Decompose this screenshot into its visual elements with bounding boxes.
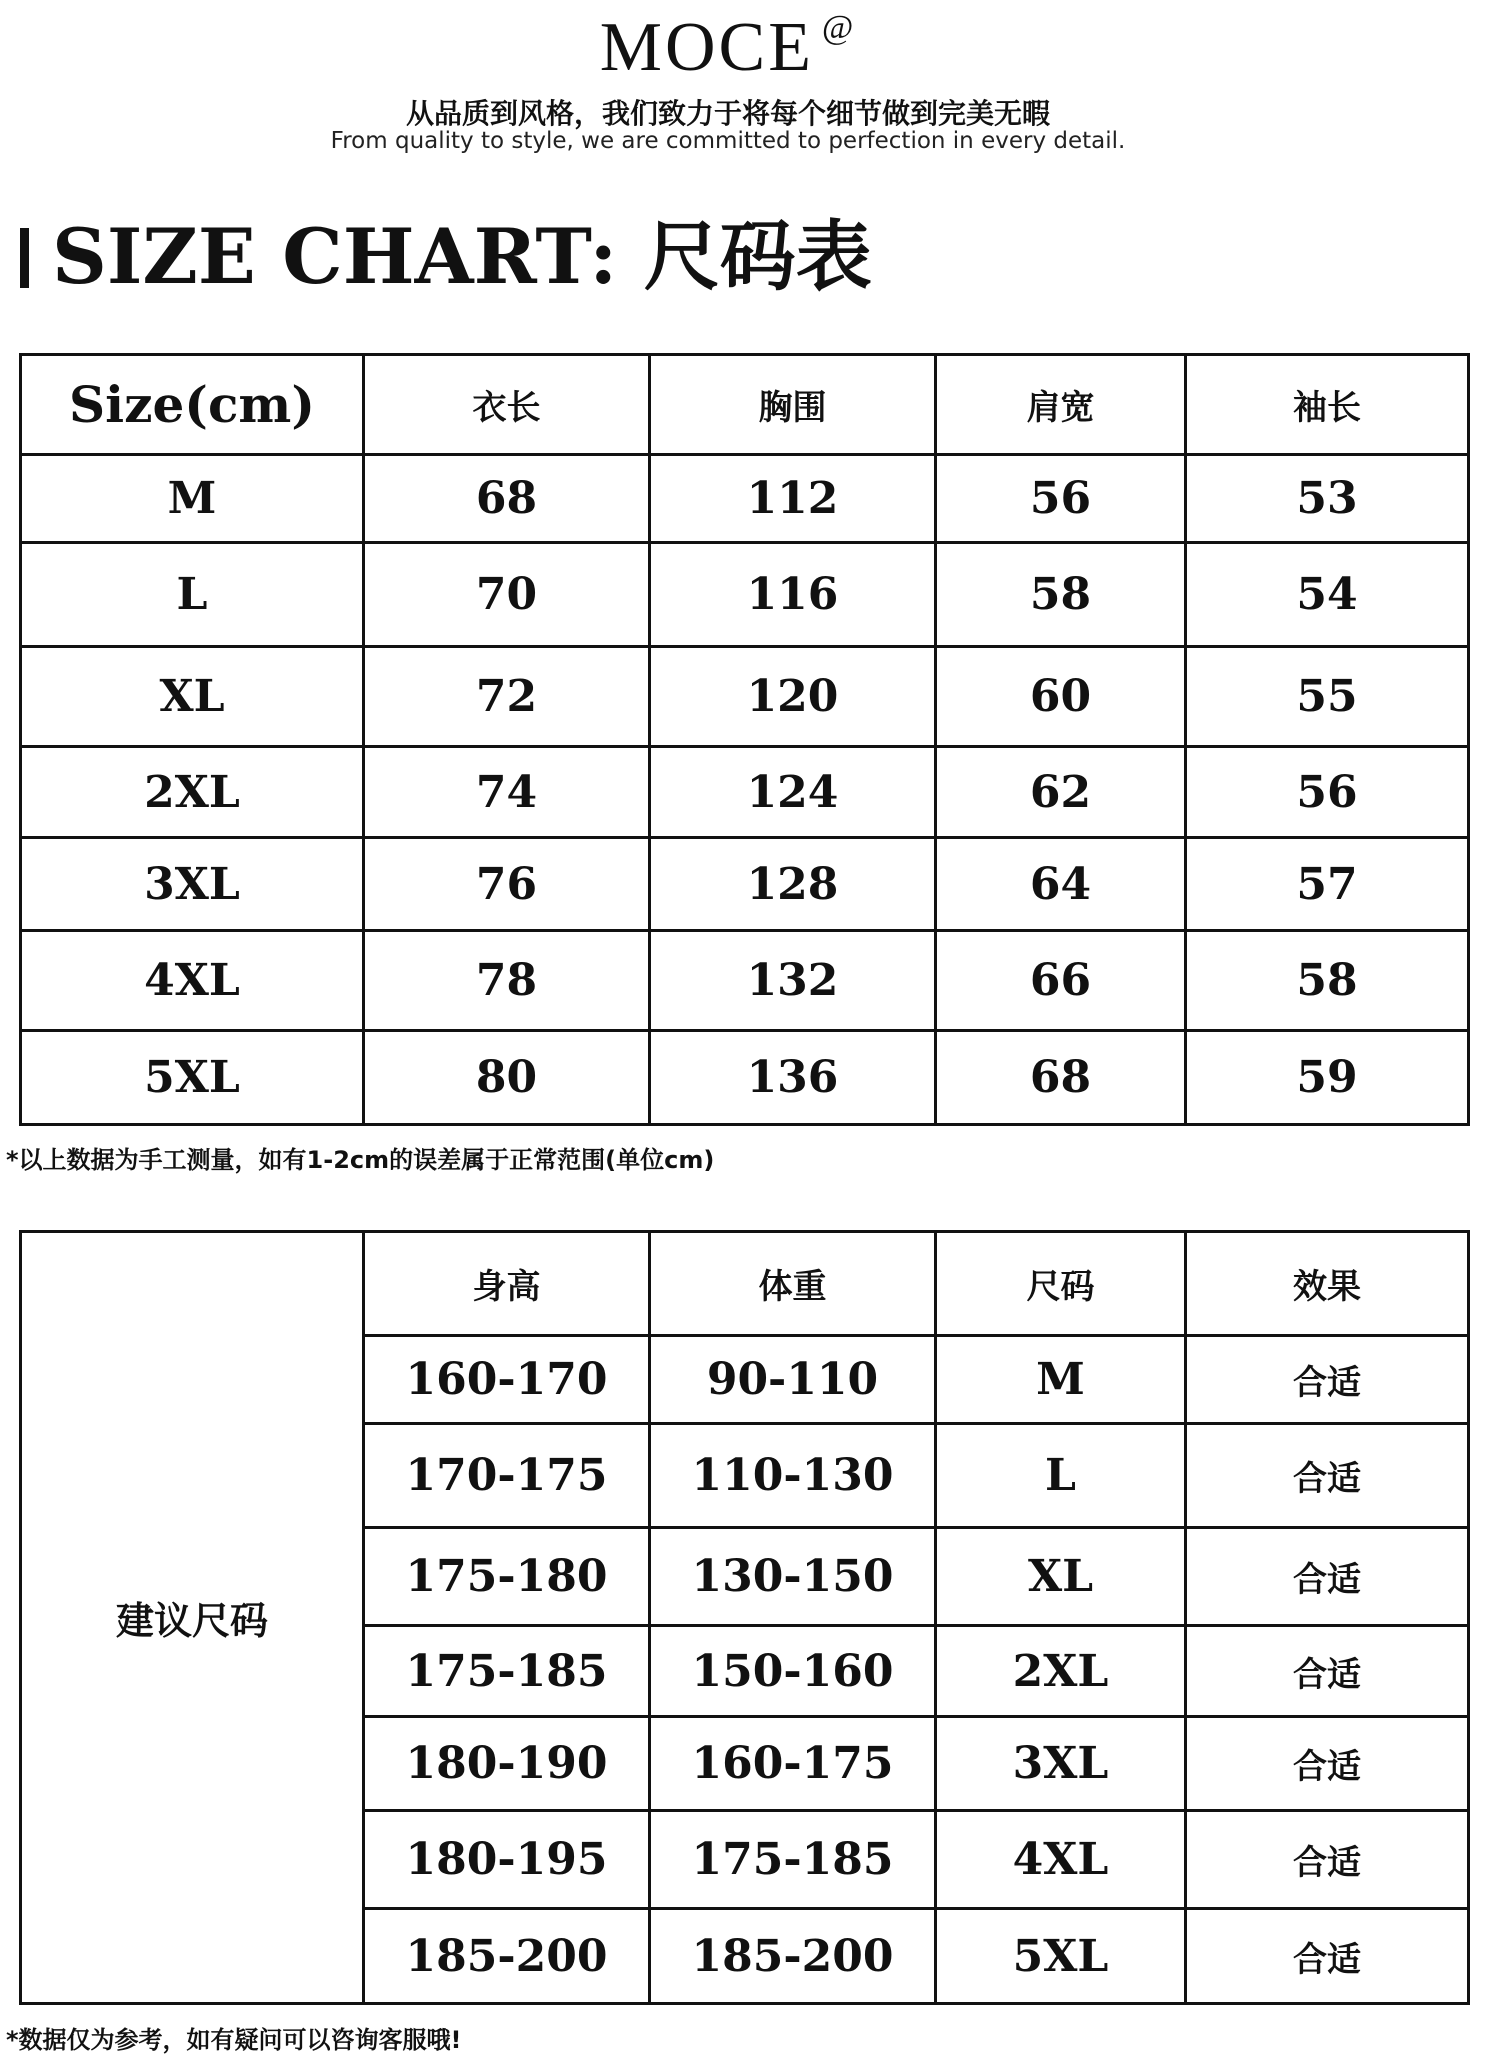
shoulder-cell: 62 [936, 747, 1186, 838]
size-chart-table [19, 353, 1470, 1126]
chest-header-cell: 胸围 [650, 355, 936, 455]
chest-cell: 116 [650, 543, 936, 647]
tagline-english: From quality to style, we are committed to perfection in every detail. [330, 128, 1126, 154]
chest-cell: 120 [650, 647, 936, 747]
weight-header-cell: 体重 [650, 1232, 936, 1336]
size-cell: XL [936, 1528, 1186, 1626]
brand-mark: @ [821, 8, 857, 46]
shoulder-cell: 56 [936, 455, 1186, 543]
size-table-row [21, 1031, 1469, 1125]
weight-cell: 185-200 [650, 1909, 936, 2004]
size-table-row [21, 747, 1469, 838]
weight-cell: 150-160 [650, 1626, 936, 1717]
size-cell: 5XL [21, 1031, 364, 1125]
fit-cell: 合适 [1186, 1717, 1469, 1811]
size-cell: 5XL [936, 1909, 1186, 2004]
shoulder-cell: 68 [936, 1031, 1186, 1125]
weight-cell: 160-175 [650, 1717, 936, 1811]
fit-cell: 合适 [1186, 1909, 1469, 2004]
size-cell: L [936, 1424, 1186, 1528]
height-cell: 180-190 [364, 1717, 650, 1811]
sleeve-cell: 56 [1186, 747, 1469, 838]
sleeve-cell: 59 [1186, 1031, 1469, 1125]
sleeve-cell: 57 [1186, 838, 1469, 931]
size-cell: XL [21, 647, 364, 747]
length-cell: 68 [364, 455, 650, 543]
size-cell: M [21, 455, 364, 543]
shoulder-cell: 60 [936, 647, 1186, 747]
fit-cell: 合适 [1186, 1336, 1469, 1424]
size-cell: 4XL [936, 1811, 1186, 1909]
size-cell: 3XL [21, 838, 364, 931]
sleeve-cell: 54 [1186, 543, 1469, 647]
chest-cell: 124 [650, 747, 936, 838]
sleeve-cell: 55 [1186, 647, 1469, 747]
length-header-cell: 衣长 [364, 355, 650, 455]
size-table-row [21, 647, 1469, 747]
length-cell: 72 [364, 647, 650, 747]
height-cell: 175-185 [364, 1626, 650, 1717]
recommend-row-label: 建议尺码 [21, 1232, 364, 2004]
fit-cell: 合适 [1186, 1811, 1469, 1909]
title-accent-bar [20, 228, 29, 288]
fit-cell: 合适 [1186, 1528, 1469, 1626]
size-table-header-row [21, 355, 1469, 455]
size-header-cell: 尺码 [936, 1232, 1186, 1336]
sleeve-cell: 58 [1186, 931, 1469, 1031]
page-title: SIZE CHART: 尺码表 [52, 212, 872, 301]
height-cell: 175-180 [364, 1528, 650, 1626]
size-cell: 3XL [936, 1717, 1186, 1811]
size-table-row [21, 838, 1469, 931]
tagline-chinese: 从品质到风格，我们致力于将每个细节做到完美无暇 [405, 97, 1050, 130]
height-cell: 185-200 [364, 1909, 650, 2004]
chest-cell: 132 [650, 931, 936, 1031]
size-table-row [21, 543, 1469, 647]
sleeve-cell: 53 [1186, 455, 1469, 543]
size-header-cell: Size(cm) [21, 355, 364, 455]
shoulder-cell: 58 [936, 543, 1186, 647]
length-cell: 78 [364, 931, 650, 1031]
chest-cell: 112 [650, 455, 936, 543]
size-table-row [21, 455, 1469, 543]
sleeve-header-cell: 袖长 [1186, 355, 1469, 455]
weight-cell: 110-130 [650, 1424, 936, 1528]
measurement-note: *以上数据为手工测量，如有1-2cm的误差属于正常范围(单位cm) [6, 1146, 715, 1174]
length-cell: 70 [364, 543, 650, 647]
chest-cell: 136 [650, 1031, 936, 1125]
shoulder-header-cell: 肩宽 [936, 355, 1186, 455]
size-cell: L [21, 543, 364, 647]
reference-note: *数据仅为参考，如有疑问可以咨询客服哦! [6, 2026, 462, 2054]
fit-header-cell: 效果 [1186, 1232, 1469, 1336]
shoulder-cell: 64 [936, 838, 1186, 931]
height-cell: 170-175 [364, 1424, 650, 1528]
size-cell: 2XL [21, 747, 364, 838]
recommended-size-table [19, 1230, 1470, 2005]
weight-cell: 130-150 [650, 1528, 936, 1626]
chest-cell: 128 [650, 838, 936, 931]
weight-cell: 90-110 [650, 1336, 936, 1424]
size-table-row [21, 931, 1469, 1031]
height-cell: 160-170 [364, 1336, 650, 1424]
size-cell: M [936, 1336, 1186, 1424]
length-cell: 76 [364, 838, 650, 931]
length-cell: 74 [364, 747, 650, 838]
length-cell: 80 [364, 1031, 650, 1125]
brand-logo [0, 8, 1456, 88]
recommend-header-row [21, 1232, 1469, 1336]
brand-name: MOCE [599, 9, 814, 86]
fit-cell: 合适 [1186, 1424, 1469, 1528]
size-cell: 2XL [936, 1626, 1186, 1717]
weight-cell: 175-185 [650, 1811, 936, 1909]
height-header-cell: 身高 [364, 1232, 650, 1336]
fit-cell: 合适 [1186, 1626, 1469, 1717]
shoulder-cell: 66 [936, 931, 1186, 1031]
size-cell: 4XL [21, 931, 364, 1031]
height-cell: 180-195 [364, 1811, 650, 1909]
